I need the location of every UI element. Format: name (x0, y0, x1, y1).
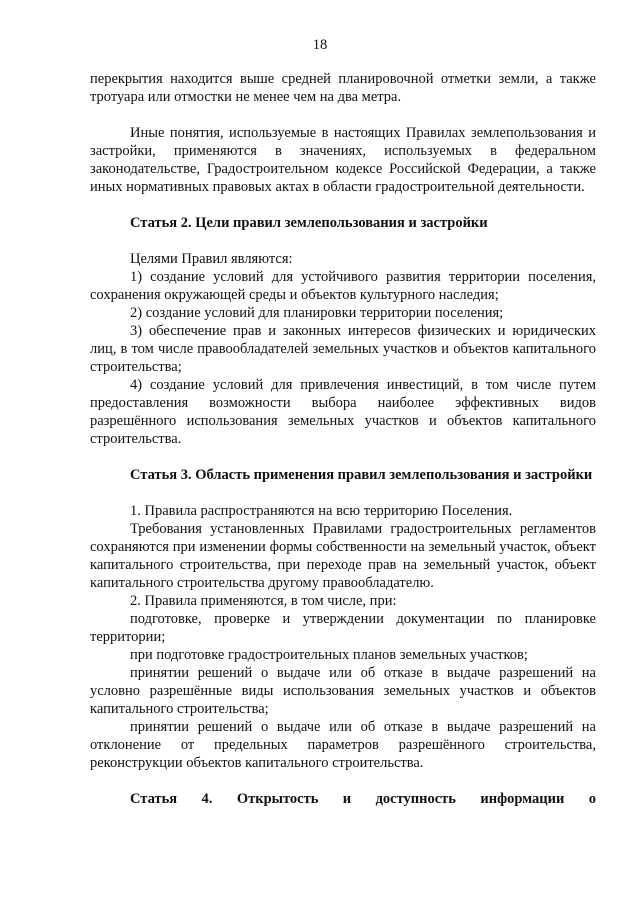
article-2-item-2: 2) создание условий для планировки территории поселения; (130, 305, 504, 321)
article-3-item-2a: подготовке, проверке и утверждении документации по планировке территории; (90, 611, 596, 645)
spacer (90, 448, 596, 466)
page-number: 18 (312, 37, 328, 53)
spacer (90, 484, 596, 502)
article-2-item-3: 3) обеспечение прав и законных интересов физических и юридических лиц, в том числе правообладателей земельных участков и объектов капитального строительства; (90, 323, 596, 375)
spacer (90, 196, 596, 214)
document-body (90, 70, 596, 808)
article-3-item-2: 2. Правила применяются, в том числе, при: (130, 593, 397, 609)
article-2-item-1: 1) создание условий для устойчивого развития территории поселения, сохранения окружающей среды и объектов культурного наследия; (90, 269, 596, 303)
article-2-item-4: 4) создание условий для привлечения инвестиций, в том числе путем предоставления возможности выбора наиболее эффективных видов разрешённого использования земельных участков и объектов капитального строительства. (90, 377, 596, 447)
spacer (90, 232, 596, 250)
article-2-heading: Статья 2. Цели правил землепользования и застройки (130, 215, 488, 231)
article-4-heading: Статья 4. Открытость и доступность информации о (130, 791, 596, 807)
article-3-item-2c: принятии решений о выдаче или об отказе в выдаче разрешений на условно разрешённые виды использования земельных участков и объектов капитального строительства; (90, 665, 596, 717)
article-3-item-1: 1. Правила распространяются на всю территорию Поселения. (130, 503, 513, 519)
article-2-intro: Целями Правил являются: (130, 251, 293, 267)
article-3-heading: Статья 3. Область применения правил землепользования и застройки (130, 467, 593, 483)
paragraph-continuation: перекрытия находится выше средней планировочной отметки земли, а также тротуара или отмостки не менее чем на два метра. (90, 71, 596, 105)
article-3-requirements: Требования установленных Правилами градостроительных регламентов сохраняются при изменении формы собственности на земельный участок, объект капитального строительства, при переходе прав на земельный участок, объект капитального строительства другому правообладателю. (90, 521, 596, 591)
paragraph-definitions: Иные понятия, используемые в настоящих Правилах землепользования и застройки, применяются в значениях, используемых в федеральном законодательстве, Градостроительном кодексе Российской Федерации, а также иных нормативных правовых актах в области градостроительной деятельности. (90, 125, 596, 195)
article-3-item-2d: принятии решений о выдаче или об отказе в выдаче разрешений на отклонение от предельных параметров разрешённого строительства, реконструкции объектов капитального строительства. (90, 719, 596, 771)
spacer (90, 772, 596, 790)
article-3-item-2b: при подготовке градостроительных планов земельных участков; (130, 647, 528, 663)
spacer (90, 106, 596, 124)
